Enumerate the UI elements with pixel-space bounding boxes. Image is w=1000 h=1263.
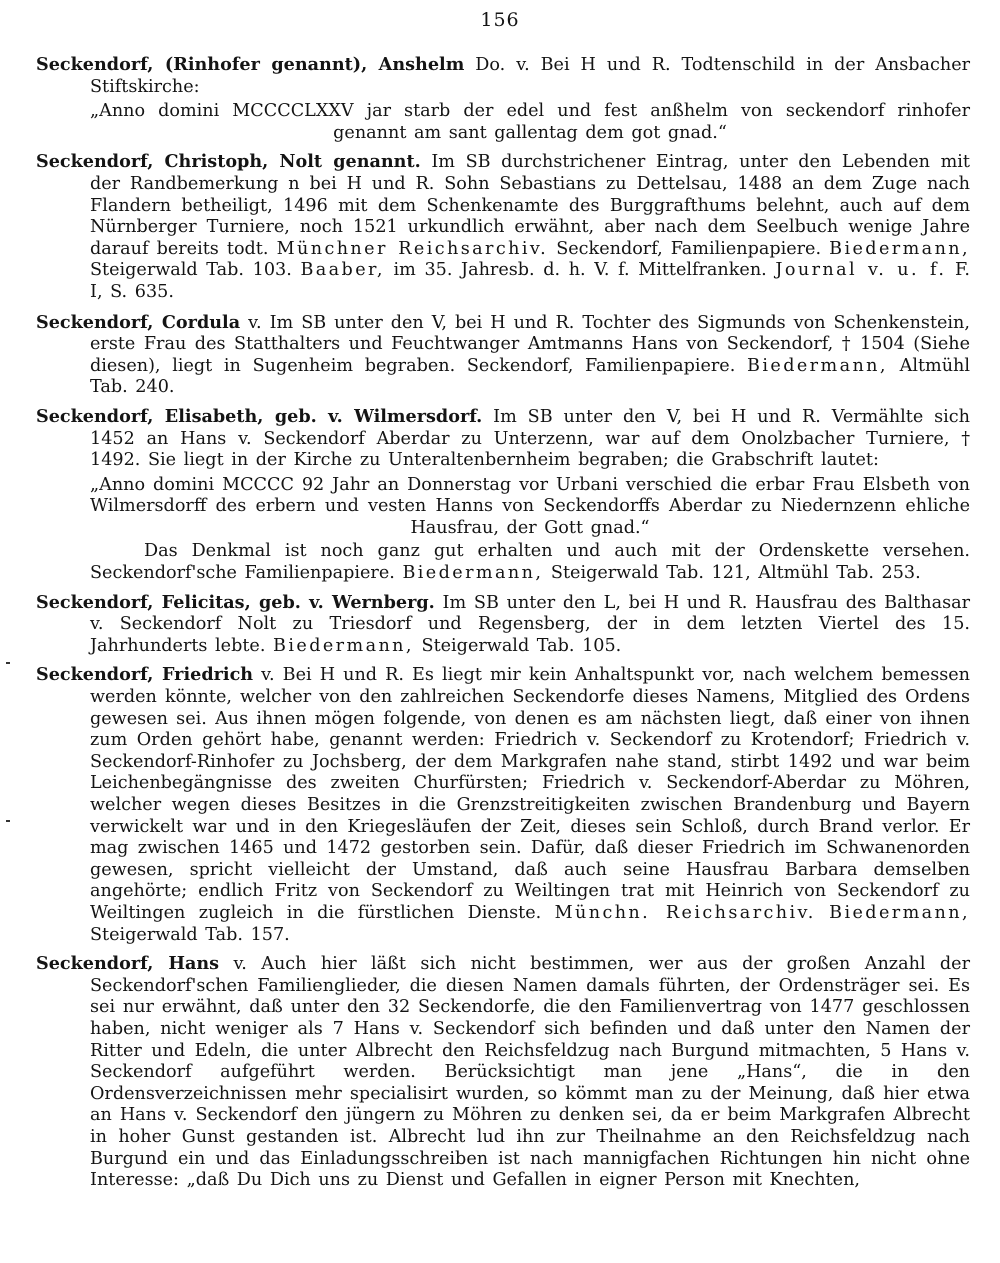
entry-note [36,541,970,584]
entry-body: v. Im SB unter den V, bei H und R. Tochter des Sigmunds von Schenkenstein, erste Frau des Statthalters und Feuchtwanger Amtmanns Hans von Seckendorf, † 1504 (Siehe diesen), liegt in Sugenheim begraben. Seckendorf, Familienpapiere. [90,312,970,376]
entry-headword: Seckendorf, Elisabeth, geb. v. Wilmersdorf. [36,405,483,427]
source-citation: Biedermann, [829,902,971,923]
entry-body-cont: im 35. Jahresb. d. h. V. f. Mittelfranken. [393,260,767,281]
entry-text [36,312,970,399]
entry-body-cont: Seckendorf, Familienpapiere. [556,238,822,259]
source-citation: Biedermann, [273,635,414,656]
entry-hans [36,953,970,1192]
entry-body-cont: F. I, S. 635. [90,260,971,302]
entry-body: v. Auch hier läßt sich nicht bestimmen, wer aus der großen Anzahl der Seckendorf'schen Familienglieder, die diesen Namen damals führten, der Ordensträger sei. Es sei nur erwähnt, daß unter den 32 Seckendorfe, die den Familienvertrag von 1477 geschlossen haben, nicht weniger als 7 Hans v. Seckendorf sich befinden und daß unter den Namen der Ritter und Edeln, die unter Albrecht den Reichsfeldzug nach Burgund mitmachten, 5 Hans v. Seckendorf aufgeführt werden. Berücksichtigt man jene „Hans“, die in den Ordensverzeichnissen mehr specialisirt wurden, so kömmt man zu der Meinung, daß hier etwa an Hans v. Seckendorf den jüngern zu Möhren zu denken sei, da er beim Markgrafen Albrecht in hoher Gunst gestanden ist. Albrecht lud ihn zur Theilnahme an den Reichsfeldzug nach Burgund ein und das Einladungsschreiben ist nach mannigfachen Richtungen hin nicht ohne Interesse: „daß Du Dich uns zu Dienst und Gefallen in eigner Person mit Knechten, [90,954,970,1191]
entry-body-cont: Altmühl Tab. 240. [90,355,970,398]
source-citation: Biedermann, [829,238,971,259]
entry-body-cont: Steigerwald Tab. 157. [90,924,290,945]
entry-text [36,151,970,303]
entry-felicitas [36,592,970,658]
entry-body: v. Bei H und R. Es liegt mir kein Anhaltspunkt vor, nach welchem bemessen werden könnte, welcher von den zahlreichen Seckendorfe dieses Namens, Mitglied des Ordens gewesen sei. Aus ihnen mögen folgende, von denen es am nächsten liegt, daß einer von ihnen zum Orden gehört habe, genannt werden: Friedrich v. Seckendorf zu Krotendorf; Friedrich v. Seckendorf-Rinhofer zu Jochsberg, der dem Markgrafen nahe stand, stirbt 1492 und war beim Leichenbegängnisse des zweiten Churfürsten; Friedrich v. Seckendorf-Aberdar zu Möhren, welcher wegen dieses Besitzes in die Grenzstreitigkeiten zwischen Brandenburg und Bayern verwickelt war und in den Kriegesläufen der Zeit, dieses sein Schloß, durch Brand verlor. Er mag zwischen 1465 und 1472 gestorben sein. Dafür, daß dieser Friedrich im Schwanenorden gewesen, spricht vielleicht der Umstand, daß auch seine Hausfrau Barbara demselben angehörte; endlich Fritz von Seckendorf zu Weiltingen trat mit Heinrich von Seckendorf zu Weiltingen zugleich in die fürstlichen Dienste. [90,665,970,923]
scan-speck [6,820,10,822]
entry-anshelm [36,54,970,144]
entries-body [36,54,970,1192]
entry-text [36,664,970,946]
source-citation: Münchner Reichsarchiv. [276,238,549,259]
entry-body: Im SB unter den L, bei H und R. Hausfrau des Balthasar v. Seckendorf Nolt zu Triesdorf und Regensberg, der in dem letzten Viertel des 15. Jahrhunderts lebte. [90,592,971,656]
source-citation: Münchn. Reichsarchiv. [554,902,816,923]
entry-text [36,592,970,658]
entry-headword: Seckendorf, Felicitas, geb. v. Wernberg. [36,591,435,613]
source-citation: Biedermann, [402,563,544,584]
page-number: 156 [480,9,520,31]
entry-text [36,953,970,1192]
entry-body: Im SB durchstrichener Eintrag, unter den Lebenden mit der Randbemerkung n bei H und R. Sohn Sebastians zu Dettelsau, 1488 an dem Zuge nach Flandern betheiligt, 1496 mit dem Schenkenamte des Burggrafthums belehnt, auch auf dem Nürnberger Turniere, noch 1521 urkundlich erwähnt, aber nach dem Seelbuch wenige Jahre darauf bereits todt. [90,152,970,259]
entry-christoph [36,151,970,303]
entry-text [36,406,970,472]
entry-headword: Seckendorf, Hans [36,953,220,975]
entry-body-cont: Steigerwald Tab. 105. [421,635,622,656]
epitaph-quote: „Anno domini MCCCC 92 Jahr an Donnerstag vor Urbani verschied die erbar Frau Elsbeth von Wilmersdorff des erbern und vesten Hanns von Seckendorffs Aberdar zu Niedernzenn ehliche Hausfrau, der Gott gnad.“ [90,474,970,538]
entry-friedrich [36,664,970,946]
entry-headword: Seckendorf, Friedrich [36,664,254,686]
entry-body-cont: Steigerwald Tab. 103. [90,260,292,281]
entry-headword: Seckendorf, Cordula [36,311,241,333]
entry-elisabeth [36,406,970,585]
entry-headword: Seckendorf, (Rinhofer genannt), Anshelm [36,54,465,75]
entry-cordula [36,312,970,399]
entry-note-text: Das Denkmal ist noch ganz gut erhalten und auch mit der Ordenskette versehen. Seckendorf'sche Familienpapiere. [90,541,970,584]
source-citation: Biedermann, [747,355,888,376]
entry-headword: Seckendorf, Christoph, Nolt genannt. [36,151,421,173]
entry-note-text: Steigerwald Tab. 121, Altmühl Tab. 253. [550,563,921,584]
entry-body: Do. v. Bei H und R. Todtenschild in der Ansbacher Stiftskirche: [90,55,971,97]
scan-speck [6,662,10,664]
epitaph-quote: „Anno domini MCCCCLXXV jar starb der edel und fest anßhelm von seckendorf rinhofer genannt am sant gallentag dem got gnad.“ [90,101,970,143]
source-citation: Baaber, [300,260,385,281]
source-citation: Journal v. u. f. [775,260,947,281]
entry-body: Im SB unter den V, bei H und R. Vermählte sich 1452 an Hans v. Seckendorf Aberdar zu Unterzenn, war auf dem Onolzbacher Turniere, † 1492. Sie liegt in der Kirche zu Unteraltenbernheim begraben; die Grabschrift lautet: [90,406,970,471]
entry-text [36,54,970,98]
